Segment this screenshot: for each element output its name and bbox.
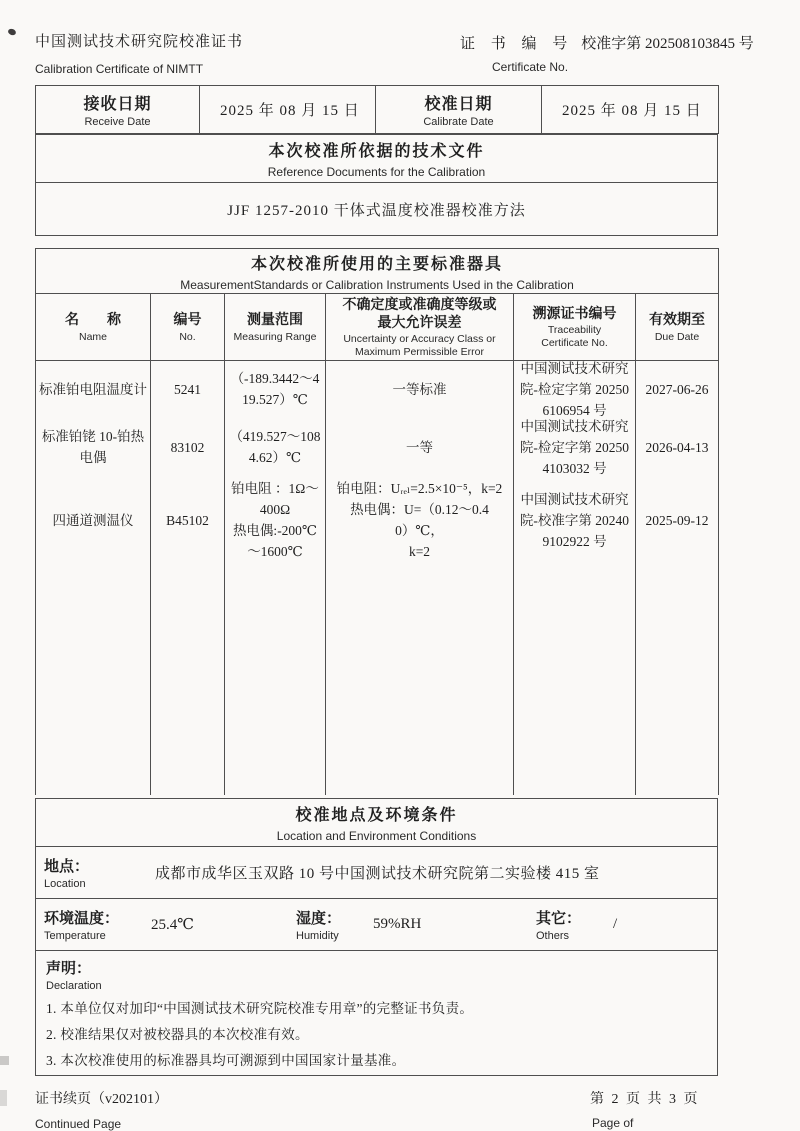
column-header-no [151, 294, 225, 361]
column-header-traceability-en: Traceability Certificate No. [541, 324, 608, 349]
instrument-due-date: 2025-09-12 [645, 512, 709, 528]
certificate-number-label: 证 书 编 号 [460, 36, 574, 52]
instrument-name: 标准铂铑 10-铂热电偶 [41, 429, 145, 466]
standards-title-cn: 本次校准所使用的主要标准器具 [251, 255, 504, 273]
document-header [35, 30, 765, 82]
calibrate-date-value: 2025 年 08 月 15 日 [542, 86, 719, 134]
page-number-en: Page of [592, 1115, 634, 1130]
traceability-column [514, 361, 636, 795]
standards-title-cell [36, 249, 719, 294]
scan-artifact [0, 1090, 7, 1106]
date-row [36, 86, 719, 134]
column-header-due-date-cn: 有效期至 [649, 311, 706, 328]
humidity-value: 59%RH [373, 915, 422, 932]
column-header-uncertainty-cn: 不确定度或准确度等级或 最大允许误差 [342, 296, 497, 330]
reference-title-cell [36, 135, 718, 183]
instrument-uncertainty: 一等标准 [392, 381, 447, 397]
environment-title-en: Location and Environment Conditions [276, 828, 477, 843]
instrument-traceability: 中国测试技术研究院-校准字第 202409102922 号 [519, 491, 630, 549]
declaration-item: 1. 本单位仅对加印“中国测试技术研究院校准专用章”的完整证书负责。 [46, 1000, 474, 1016]
declaration-item: 3. 本次校准使用的标准器具均可溯源到中国国家计量基准。 [46, 1053, 406, 1069]
instrument-no: 83102 [170, 439, 205, 455]
declaration-item: 2. 校准结果仅对被校器具的本次校准有效。 [46, 1027, 309, 1042]
instrument-due-date: 2026-04-13 [645, 439, 709, 455]
location-value: 成都市成华区玉双路 10 号中国测试技术研究院第二实验楼 415 室 [155, 865, 600, 882]
location-label-en: Location [44, 877, 86, 890]
instrument-name: 标准铂电阻温度计 [39, 381, 147, 397]
others-label-en: Others [536, 929, 570, 942]
instrument-uncertainty: 一等 [406, 439, 433, 455]
temperature-label-cn: 环境温度： [44, 909, 120, 927]
instrument-traceability: 中国测试技术研究院-检定字第 202504103032 号 [519, 418, 630, 476]
reference-title-en: Reference Documents for the Calibration [267, 165, 486, 179]
column-header-range [225, 294, 326, 361]
continued-page-label-cn: 证书续页（v202101） [35, 1091, 168, 1107]
instrument-no: B45102 [166, 512, 209, 528]
calibrate-date-label-en: Calibrate Date [423, 116, 494, 128]
instrument-due-date: 2027-06-26 [645, 381, 709, 397]
name-column [36, 361, 151, 795]
column-header-uncertainty-en: Uncertainty or Accuracy Class or Maximum Permissible Error [343, 333, 496, 358]
temperature-label-en: Temperature [44, 929, 106, 942]
column-header-due-date [636, 294, 719, 361]
conditions-row [36, 898, 718, 950]
column-header-due-date-en: Due Date [654, 330, 700, 343]
scan-artifact [7, 28, 17, 36]
column-header-name-cn: 名 称 [65, 311, 121, 328]
continued-page-label-en: Continued Page [35, 1116, 122, 1131]
environment-title-cell [36, 798, 718, 846]
reference-document-value: JJF 1257-2010 干体式温度校准器校准方法 [36, 183, 718, 236]
instrument-uncertainty: 铂电阻：Uᵣₑₗ=2.5×10⁻⁵，k=2 热电偶：U=（0.12～0.40）℃， k=2 [336, 481, 503, 560]
instrument-traceability: 中国测试技术研究院-检定字第 202506106954 号 [519, 360, 630, 418]
scan-artifact [0, 1056, 9, 1065]
document-footer [35, 1088, 765, 1131]
calibrate-date-label-cn: 校准日期 [424, 96, 493, 113]
column-header-name-en: Name [78, 330, 107, 343]
column-header-uncertainty [326, 294, 514, 361]
location-label-cn: 地点： [44, 857, 90, 875]
standards-body-row [36, 361, 719, 795]
others-label-cn: 其它： [536, 909, 582, 927]
standards-header-row [36, 294, 719, 361]
column-header-no-cn: 编号 [173, 311, 202, 328]
uncertainty-column [326, 361, 514, 795]
column-header-traceability-cn: 溯源证书编号 [532, 304, 617, 321]
page-number-cn: 第 2 页 共 3 页 [590, 1091, 700, 1107]
calibrate-date-label-cell [376, 86, 542, 134]
receive-date-value: 2025 年 08 月 15 日 [200, 86, 376, 134]
others-value: / [613, 915, 618, 932]
no-column [151, 361, 225, 795]
reference-documents-table [35, 134, 718, 236]
column-header-traceability [514, 294, 636, 361]
receive-date-label-cell [36, 86, 200, 134]
standards-title-en: MeasurementStandards or Calibration Instruments Used in the Calibration [180, 277, 574, 292]
receive-date-label-cn: 接收日期 [83, 96, 152, 113]
standards-table [35, 248, 719, 795]
institute-title-en: Calibration Certificate of NIMTT [35, 62, 204, 76]
certificate-number-label-en: Certificate No. [492, 60, 569, 74]
instrument-name: 四通道测温仪 [52, 512, 134, 528]
temperature-value: 25.4℃ [151, 916, 195, 933]
range-column [225, 361, 326, 795]
column-header-range-cn: 测量范围 [247, 311, 303, 328]
instrument-range: 铂电阻 ：1Ω～400Ω 热电偶:-200℃～1600℃ [231, 481, 319, 560]
certificate-number-value: 校准字第 202508103845 号 [581, 36, 754, 52]
instrument-range: （-189.3442～419.527）℃ [230, 371, 320, 408]
humidity-label-en: Humidity [296, 929, 339, 942]
receive-date-label-en: Receive Date [84, 116, 151, 128]
certificate-number-block [460, 32, 754, 74]
declaration-cell [36, 950, 718, 1075]
environment-title-cn: 校准地点及环境条件 [295, 806, 458, 824]
declaration-title-cn: 声明： [46, 959, 92, 977]
due-date-column [636, 361, 719, 795]
column-header-no-en: No. [179, 330, 196, 343]
location-row [36, 846, 718, 898]
declaration-title-en: Declaration [46, 979, 102, 992]
reference-title-cn: 本次校准所依据的技术文件 [268, 143, 485, 160]
humidity-label-cn: 湿度： [296, 909, 342, 927]
column-header-name [36, 294, 151, 361]
column-header-range-en: Measuring Range [233, 330, 317, 343]
date-table [35, 85, 719, 134]
institute-title-cn: 中国测试技术研究院校准证书 [35, 34, 244, 50]
instrument-range: （419.527～1084.62）℃ [229, 429, 321, 466]
page-number-block [590, 1088, 700, 1130]
environment-table [35, 798, 718, 1076]
instrument-no: 5241 [174, 381, 201, 397]
